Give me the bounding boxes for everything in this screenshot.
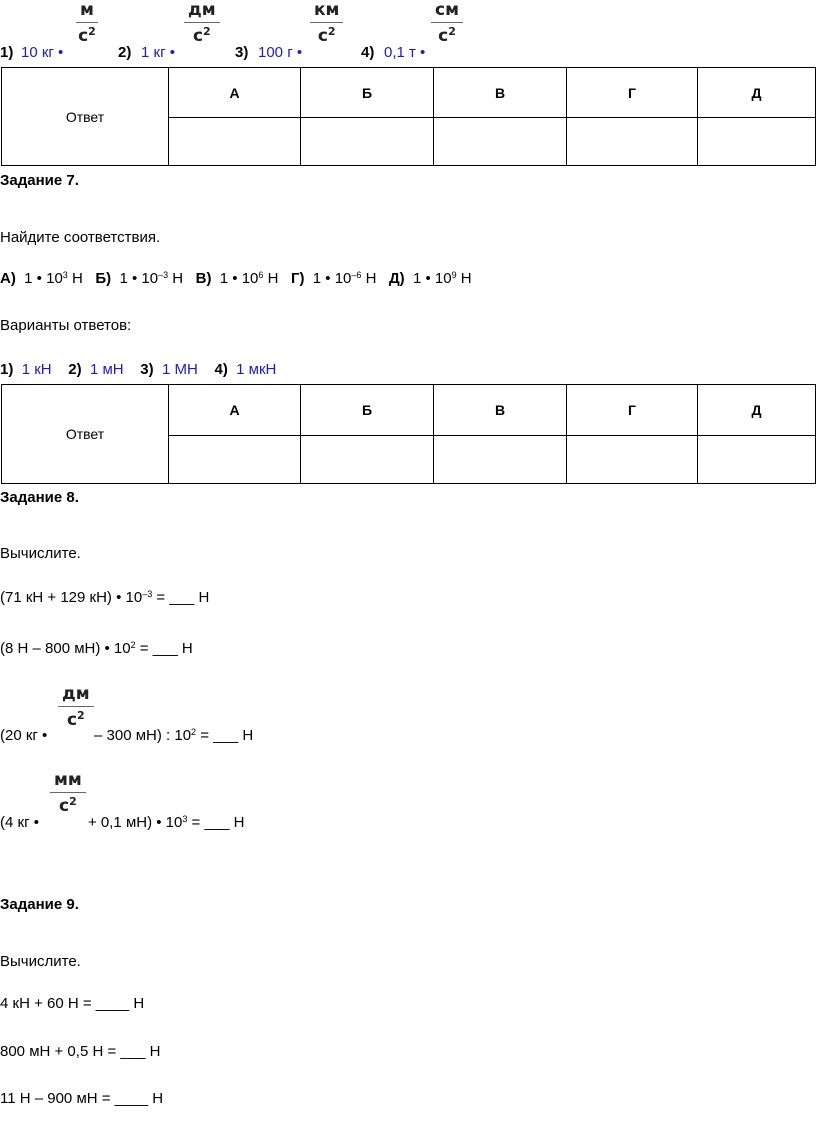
option-value: 10 кг • (21, 44, 64, 61)
task7-title: Задание 7. (0, 172, 79, 189)
task8-prompt: Вычислите. (0, 545, 81, 562)
column-header: Б (301, 385, 434, 436)
option-number: 3) (235, 44, 249, 61)
column-header: В (434, 385, 567, 436)
option-number: 4) (361, 44, 375, 61)
item-base: 1 • 10 (119, 270, 159, 287)
equation: 4 кН + 60 Н = ____ Н (0, 995, 145, 1012)
answer-cell[interactable] (301, 436, 434, 484)
equation-continued: + 0,1 мН) • $10^3$ = ___ Н (88, 814, 245, 831)
column-header: Д (698, 68, 816, 118)
variant-value: 1 мкН (236, 361, 277, 378)
item-base: 1 • 10 (219, 270, 259, 287)
equation: (71 кН + 129 кН) • $10^{-3}$ = ___ Н (0, 589, 210, 606)
fraction: мм $с^2$ (52, 772, 84, 815)
equation: 11 Н – 900 мН = ____ Н (0, 1090, 164, 1107)
variant-value: 1 мН (89, 361, 124, 378)
equation: (20 кг • (0, 727, 48, 744)
answer-cell[interactable] (567, 118, 698, 166)
column-header: А (169, 68, 301, 118)
fraction: дм $с^2$ (186, 2, 218, 45)
fraction: м $с^2$ (78, 2, 96, 45)
column-header: А (169, 385, 301, 436)
item-letter: Г) (290, 270, 305, 287)
option-number: 2) (118, 44, 132, 61)
answer-cell[interactable] (169, 118, 301, 166)
option-value: 100 г • (258, 44, 303, 61)
item-base: 1 • 10 (24, 270, 63, 287)
column-header: Г (567, 385, 698, 436)
variant-number: 4) (214, 361, 228, 378)
task9-prompt: Вычислите. (0, 953, 81, 970)
item-letter: А) (0, 270, 16, 287)
answer-table-task6 (1, 67, 816, 166)
variants-label: Варианты ответов: (0, 317, 132, 334)
fraction: км $с^2$ (312, 2, 341, 45)
task9-title: Задание 9. (0, 896, 79, 913)
task8-title: Задание 8. (0, 489, 79, 506)
column-header: В (434, 68, 567, 118)
variant-value: 1 МН (161, 361, 198, 378)
answer-cell[interactable] (434, 118, 567, 166)
answer-cell[interactable] (169, 436, 301, 484)
answer-label: Ответ (2, 68, 169, 166)
answer-table-task7 (1, 384, 816, 484)
fraction: см $с^2$ (433, 2, 461, 45)
task7-variants (0, 361, 276, 378)
column-header: Д (698, 385, 816, 436)
option-value: 0,1 т • (384, 44, 426, 61)
task7-items: А) 1 • $10^3$ Н Б) 1 • $10^{-3}$ Н В) 1 • $10^6$ Н Г) 1 • $10^{-6}$ Н Д) 1 • $10^9$ Н (0, 270, 472, 287)
answer-cell[interactable] (698, 436, 816, 484)
variant-number: 1) (0, 361, 14, 378)
task7-prompt: Найдите соответствия. (0, 229, 161, 246)
fraction: дм $с^2$ (60, 686, 92, 729)
answer-label: Ответ (2, 385, 169, 484)
answer-cell[interactable] (301, 118, 434, 166)
column-header: Г (567, 68, 698, 118)
column-header: Б (301, 68, 434, 118)
item-letter: В) (195, 270, 212, 287)
option-number: 1) (0, 44, 14, 61)
variant-number: 3) (140, 361, 154, 378)
variant-number: 2) (68, 361, 82, 378)
answer-cell[interactable] (567, 436, 698, 484)
equation: (8 Н – 800 мН) • $10^2$ = ___ Н (0, 640, 193, 657)
item-base: 1 • 10 (312, 270, 352, 287)
item-letter: Д) (388, 270, 405, 287)
variant-value: 1 кН (21, 361, 52, 378)
answer-cell[interactable] (698, 118, 816, 166)
item-letter: Б) (95, 270, 112, 287)
answer-cell[interactable] (434, 436, 567, 484)
equation: (4 кг • (0, 814, 39, 831)
equation-continued: – 300 мН) : $10^2$ = ___ Н (94, 727, 254, 744)
equation: 800 мН + 0,5 Н = ___ Н (0, 1043, 161, 1060)
item-base: 1 • 10 (412, 270, 452, 287)
option-value: 1 кг • (141, 44, 175, 61)
